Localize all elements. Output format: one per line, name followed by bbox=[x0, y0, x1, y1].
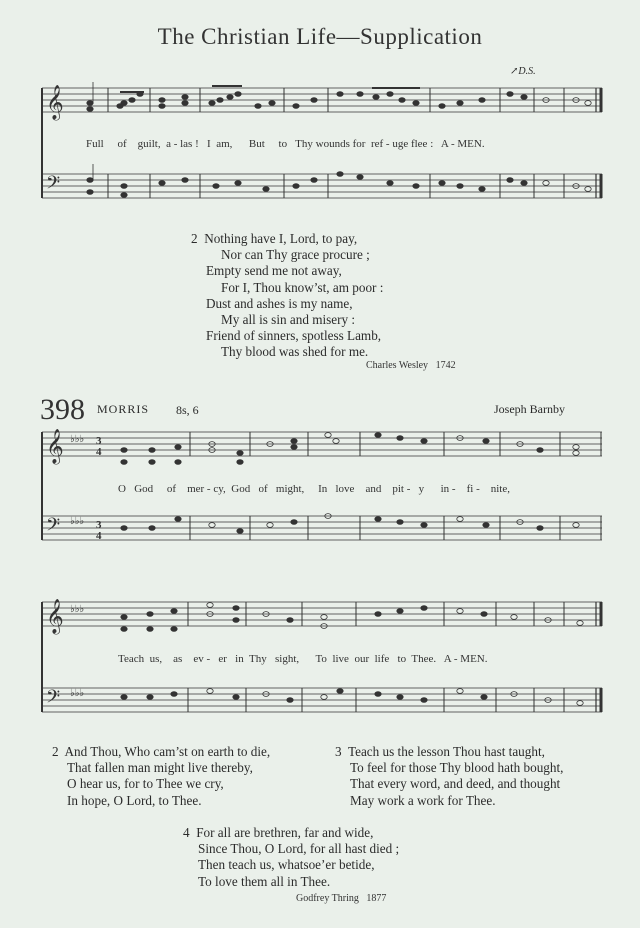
hymn-number: 398 bbox=[40, 393, 85, 426]
bass-clef-icon: 𝄢 bbox=[46, 687, 61, 712]
prev-verse-2: 2 Nothing have I, Lord, to pay, Nor can Thy grace procure ; Empty send me not away, For I, Thou know’st, am poor : Dust and ashes is my name, My all is sin and misery : Friend of sinners, spotless Lamb, Thy blood was shed for me. bbox=[191, 231, 384, 360]
treble-clef-icon: 𝄞 bbox=[46, 85, 64, 120]
ds-marking: ↗D.S. bbox=[510, 66, 536, 77]
hymn-398-verse-3: 3 Teach us the lesson Thou hast taught, To feel for those Thy blood hath bought, That every word, and deed, and thought May work a work for Thee. bbox=[335, 744, 564, 808]
svg-text:4: 4 bbox=[96, 446, 102, 458]
treble-clef-icon: 𝄞 bbox=[46, 599, 64, 634]
prev-treble-notes bbox=[87, 82, 591, 111]
hymn-398-lyric-line-1: O God of mer - cy, God of might, In love and pit - y in - fi - nite, bbox=[118, 483, 510, 495]
flat-icon: ♭♭♭ bbox=[70, 688, 85, 699]
section-title: The Christian Life—Supplication bbox=[157, 24, 483, 49]
svg-text:3: 3 bbox=[96, 519, 102, 531]
svg-text:4: 4 bbox=[96, 530, 102, 542]
meter: 8s, 6 bbox=[176, 403, 199, 417]
tune-name: MORRIS bbox=[97, 402, 150, 416]
flat-icon: ♭♭♭ bbox=[70, 434, 85, 445]
hymn-398-verse-4: 4 For all are brethren, far and wide, Since Thou, O Lord, for all hast died ; Then teach us, whatsoe’er betide, To love them all in Thee. bbox=[183, 825, 400, 889]
prev-lyric-line: Full of guilt, a - las ! I am, But to Thy wounds for ref - uge flee : A - MEN. bbox=[86, 138, 485, 150]
time-signature: 3 bbox=[96, 435, 102, 447]
composer: Joseph Barnby bbox=[494, 402, 565, 416]
bass-clef-icon: 𝄢 bbox=[46, 173, 61, 198]
hymn-398-credit: Godfrey Thring 1877 bbox=[296, 893, 387, 904]
flat-icon: ♭♭♭ bbox=[70, 516, 85, 527]
flat-icon: ♭♭♭ bbox=[70, 604, 85, 615]
treble-clef-icon: 𝄞 bbox=[46, 429, 64, 464]
prev-credit: Charles Wesley 1742 bbox=[366, 360, 456, 371]
hymn-398-lyric-line-2: Teach us, as ev - er in Thy sight, To live our life to Thee. A - MEN. bbox=[118, 653, 488, 665]
hymn-398-verse-2: 2 And Thou, Who cam’st on earth to die, That fallen man might live thereby, O hear us, for to Thee we cry, In hope, O Lord, to Thee. bbox=[52, 744, 271, 808]
bass-clef-icon: 𝄢 bbox=[46, 515, 61, 540]
